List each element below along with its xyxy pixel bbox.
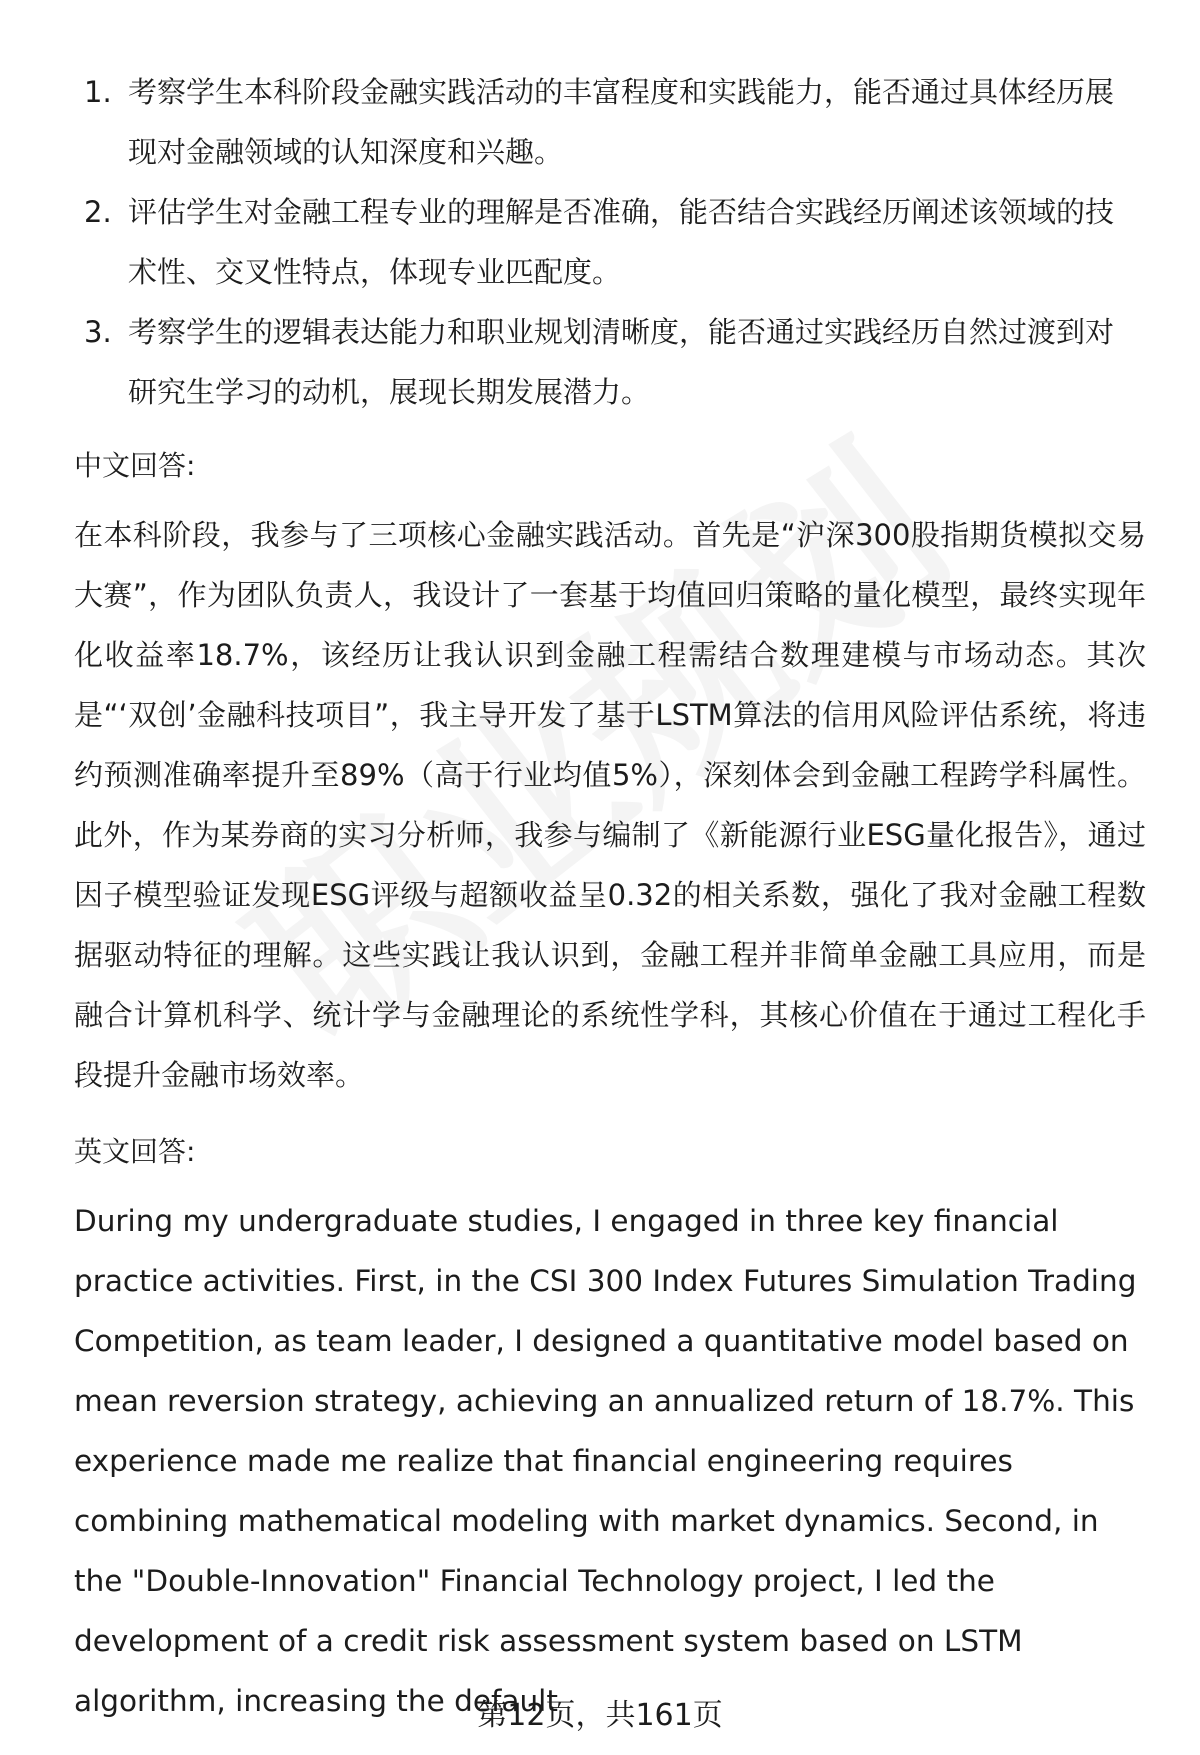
- list-item-text: 评估学生对金融工程专业的理解是否准确，能否结合实践经历阐述该领域的技术性、交叉性特点，体现专业匹配度。: [128, 195, 1115, 289]
- evaluation-criteria-list: [82, 62, 1142, 422]
- list-item-number: 3.: [84, 315, 112, 349]
- english-answer-heading: 英文回答:: [74, 1135, 196, 1168]
- list-item: [82, 62, 1142, 182]
- page-number-footer: 第12页，共161页: [477, 1698, 723, 1733]
- list-item-text: 考察学生的逻辑表达能力和职业规划清晰度，能否通过实践经历自然过渡到对研究生学习的动机，展现长期发展潜力。: [128, 315, 1115, 409]
- list-item-number: 2.: [84, 195, 112, 229]
- list-item: [82, 302, 1142, 422]
- list-item-number: 1.: [84, 75, 112, 109]
- list-item: [82, 182, 1142, 302]
- english-answer-body: During my undergraduate studies, I engaged in three key financial practice activities. First, in the CSI 300 Index Futures Simulation Trading Competition, as team leader, I designed a quantitative model based on mean reversion strategy, achieving an annualized return of 18.7%. This experience made me realize that financial engineering requires combining mathematical modeling with market dynamics. Second, in the "Double-Innovation" Financial Technology project, I led the development of a credit risk assessment system based on LSTM algorithm, increasing the default: [74, 1204, 1137, 1718]
- list-item-text: 考察学生本科阶段金融实践活动的丰富程度和实践能力，能否通过具体经历展现对金融领域的认知深度和兴趣。: [128, 75, 1115, 169]
- chinese-answer-body: 在本科阶段，我参与了三项核心金融实践活动。首先是“沪深300股指期货模拟交易大赛”，作为团队负责人，我设计了一套基于均值回归策略的量化模型，最终实现年化收益率18.7%，该经历让我认识到金融工程需结合数理建模与市场动态。其次是“‘双创’金融科技项目”，我主导开发了基于LSTM算法的信用风险评估系统，将违约预测准确率提升至89%（高于行业均值5%），深刻体会到金融工程跨学科属性。此外，作为某券商的实习分析师，我参与编制了《新能源行业ESG量化报告》，通过因子模型验证发现ESG评级与超额收益呈0.32的相关系数，强化了我对金融工程数据驱动特征的理解。这些实践让我认识到，金融工程并非简单金融工具应用，而是融合计算机科学、统计学与金融理论的系统性学科，其核心价值在于通过工程化手段提升金融市场效率。: [74, 518, 1146, 1092]
- chinese-answer-heading: 中文回答:: [74, 449, 196, 482]
